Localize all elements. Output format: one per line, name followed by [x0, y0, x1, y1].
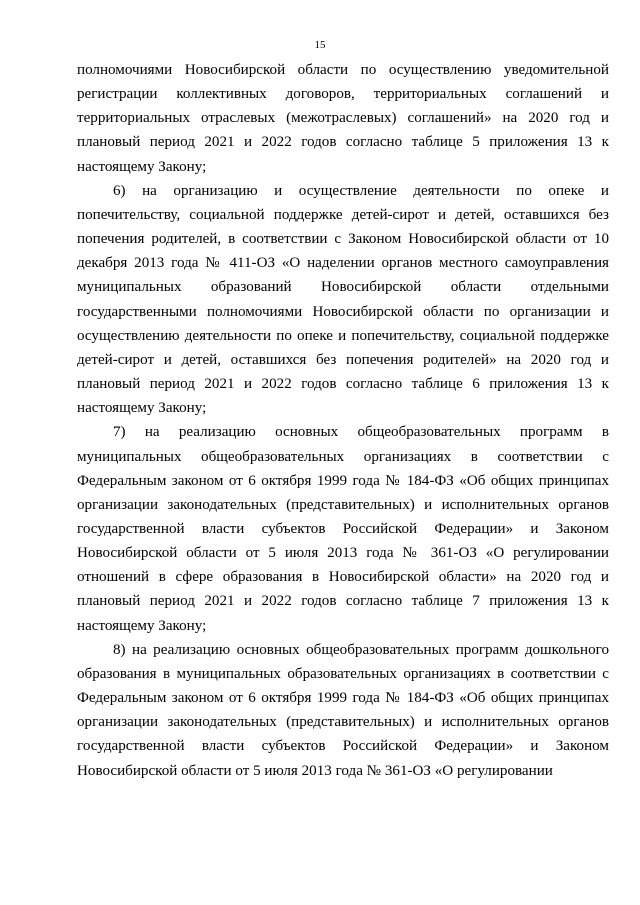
paragraph-item-8: 8) на реализацию основных общеобразовательных программ дошкольного образования в муниципальных образовательных организациях в соответствии с Федеральным законом от 6 октября 1999 года № 184-ФЗ «Об общих принципах организации законодательных (представительных) и исполнительных органов государственной власти субъектов Российской Федерации» и Законом Новосибирской области от 5 июля 2013 года № 361-ОЗ «О регулировании [77, 641, 609, 779]
paragraph-item-6: 6) на организацию и осуществление деятельности по опеке и попечительству, социальной поддержке детей-сирот и детей, оставшихся без попечения родителей, в соответствии с Законом Новосибирской области от 10 декабря 2013 года № 411-ОЗ «О наделении органов местного самоуправления муниципальных образований Новосибирской области отдельными государственными полномочиями Новосибирской области по организации и осуществлению деятельности по опеке и попечительству, социальной поддержке детей-сирот и детей, оставшихся без попечения родителей» на 2020 год и плановый период 2021 и 2022 годов согласно таблице 6 приложения 13 к настоящему Закону; [77, 182, 609, 417]
paragraph-continuation: полномочиями Новосибирской области по осуществлению уведомительной регистрации коллективных договоров, территориальных соглашений и территориальных отраслевых (межотраслевых) соглашений» на 2020 год и плановый период 2021 и 2022 годов согласно таблице 5 приложения 13 к настоящему Закону; [77, 62, 609, 175]
paragraph-item-7: 7) на реализацию основных общеобразовательных программ в муниципальных общеобразовательных организациях в соответствии с Федеральным законом от 6 октября 1999 года № 184-ФЗ «Об общих принципах организации законодательных (представительных) и исполнительных органов государственной власти субъектов Российской Федерации» и Законом Новосибирской области от 5 июля 2013 года № 361-ОЗ «О регулировании отношений в сфере образования в Новосибирской области» на 2020 год и плановый период 2021 и 2022 годов согласно таблице 7 приложения 13 к настоящему Закону; [77, 424, 609, 634]
page-number: 15 [314, 39, 326, 51]
document-body [77, 58, 609, 783]
